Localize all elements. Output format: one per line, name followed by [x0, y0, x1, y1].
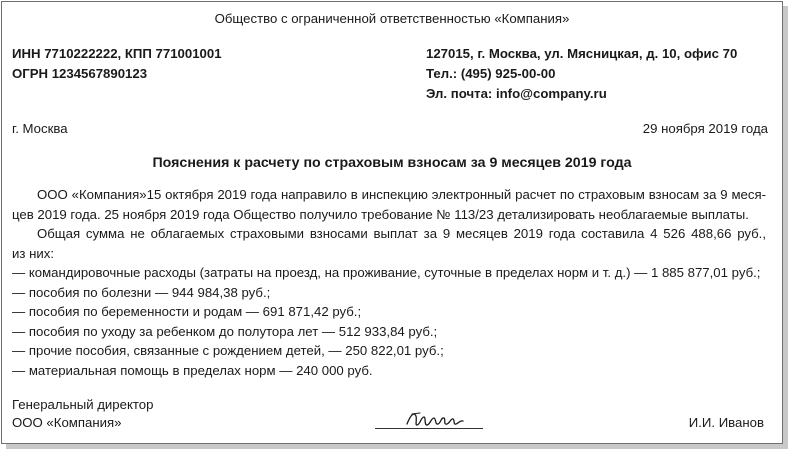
address: 127015, г. Москва, ул. Мясницкая, д. 10, офис 70: [426, 46, 738, 61]
list-item: — пособия по беременности и родам — 691 871,42 руб.;: [12, 304, 362, 319]
list-item: — прочие пособия, связанные с рождением детей, — 250 822,01 руб.;: [12, 343, 444, 358]
list-item: — пособия по уходу за ребенком до полутора лет — 512 933,84 руб.;: [12, 323, 438, 339]
document-page: [1, 1, 783, 444]
document-body: [12, 185, 766, 380]
paragraph-1-line-2: цев 2019 года. 25 ноября 2019 года Общество получило требование № 113/23 детализировать необлагаемые выплаты.: [12, 206, 749, 222]
list-item: — материальная помощь в пределах норм — 240 000 руб.: [12, 362, 373, 378]
place: г. Москва: [12, 121, 68, 136]
signer-position: Генеральный директор: [12, 397, 154, 412]
paragraph-2-line-2: из них:: [12, 245, 54, 261]
list-item: — пособия по болезни — 944 984,38 руб.;: [12, 284, 271, 300]
list-item: — командировочные расходы (затраты на проезд, на проживание, суточные в пределах норм и т. д.) — 1 885 877,01 руб.;: [12, 265, 761, 280]
organization-name: Общество с ограниченной ответственностью «Компания»: [214, 11, 570, 26]
signer-name: И.И. Иванов: [688, 415, 764, 430]
document-date: 29 ноября 2019 года: [642, 121, 768, 136]
paragraph-1-line-1: ООО «Компания»15 октября 2019 года направило в инспекцию электронный расчет по страховым взносам за 9 меся-: [37, 187, 766, 202]
signature-line: [375, 428, 483, 429]
ogrn: ОГРН 1234567890123: [12, 66, 148, 81]
email: Эл. почта: info@company.ru: [426, 86, 607, 101]
paragraph-2-line-1: Общая сумма не облагаемых страховыми взносами выплат за 9 месяцев 2019 года составила 4 526 488,66 руб.,: [37, 226, 766, 241]
inn-kpp: ИНН 7710222222, КПП 771001001: [12, 46, 222, 61]
signer-company: ООО «Компания»: [12, 415, 122, 430]
phone: Тел.: (495) 925-00-00: [426, 66, 556, 81]
handwritten-signature: [405, 408, 465, 430]
document-title: Пояснения к расчету по страховым взносам за 9 месяцев 2019 года: [152, 155, 632, 171]
